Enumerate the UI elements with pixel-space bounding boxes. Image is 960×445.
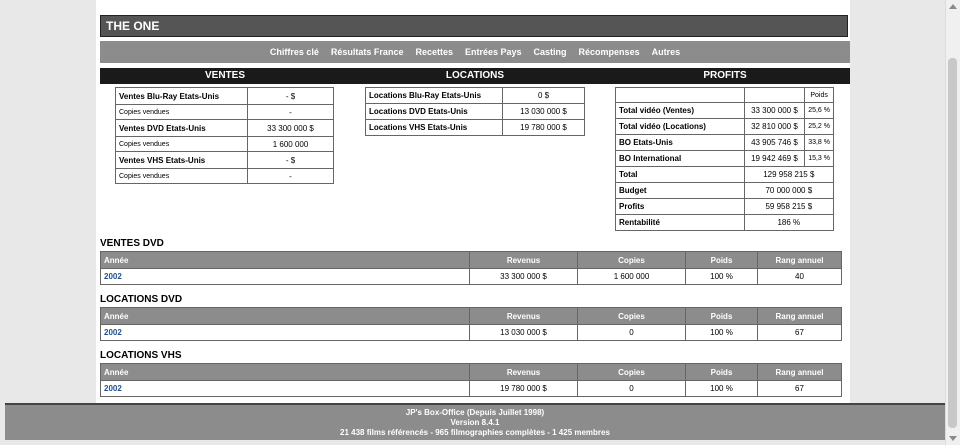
cell-copies: 1 600 000: [578, 269, 686, 285]
profits-row: [616, 199, 834, 215]
locations-vhs-title: LOCATIONS VHS: [100, 350, 182, 361]
profits-weight: 25,6 %: [805, 103, 834, 119]
profits-label: BO Etats-Unis: [616, 135, 745, 151]
ventes-dvd-title: VENTES DVD: [100, 238, 164, 249]
ventes-value: - $: [248, 88, 334, 105]
locations-value: 0 $: [503, 88, 585, 104]
col-header-rang-annuel: Rang annuel: [758, 308, 842, 325]
table-header-row: [101, 252, 842, 269]
profits-header-blank: [744, 88, 805, 103]
profits-label: BO International: [616, 151, 745, 167]
col-header-copies: Copies: [578, 252, 686, 269]
profits-table: [615, 87, 834, 231]
profits-label: Total: [616, 167, 745, 183]
profits-header-blank: [616, 88, 745, 103]
scroll-down-arrow-icon[interactable]: [949, 436, 957, 441]
cell-revenus: 33 300 000 $: [470, 269, 578, 285]
locations-table: [365, 87, 585, 136]
ventes-label: Copies vendues: [116, 105, 248, 120]
profits-row: [616, 183, 834, 199]
col-header-revenus: Revenus: [470, 252, 578, 269]
ventes-label: Copies vendues: [116, 169, 248, 184]
scrollbar-thumb[interactable]: [948, 58, 957, 428]
col-header-copies: Copies: [578, 364, 686, 381]
locations-value: 13 030 000 $: [503, 104, 585, 120]
profits-weight: 15,3 %: [805, 151, 834, 167]
ventes-value: 33 300 000 $: [248, 120, 334, 137]
nav-link-resultats-france[interactable]: Résultats France: [330, 47, 404, 57]
profits-row: [616, 119, 834, 135]
ventes-table: [115, 87, 334, 184]
col-header-poids: Poids: [686, 308, 758, 325]
ventes-value: -: [248, 105, 334, 120]
cell-rang-annuel: 67: [758, 325, 842, 341]
profits-value: 43 905 746 $: [744, 135, 805, 151]
page-title: THE ONE: [100, 15, 848, 37]
footer-site-name: JP's Box-Office (Depuis Juillet 1998): [405, 407, 545, 417]
profits-value: 59 958 215 $: [744, 199, 833, 215]
year-link[interactable]: 2002: [101, 269, 470, 285]
ventes-row: [116, 152, 334, 169]
locations-value: 19 780 000 $: [503, 120, 585, 136]
profits-label: Budget: [616, 183, 745, 199]
nav-link-autres[interactable]: Autres: [651, 47, 681, 57]
col-header-annee: Année: [101, 252, 470, 269]
cell-poids: 100 %: [686, 269, 758, 285]
table-row: [101, 269, 842, 285]
locations-label: Locations VHS Etats-Unis: [366, 120, 503, 136]
profits-weight: 33,8 %: [805, 135, 834, 151]
profits-label: Rentabilité: [616, 215, 745, 231]
ventes-heading: VENTES: [204, 70, 245, 81]
profits-weight: 25,2 %: [805, 119, 834, 135]
ventes-row: [116, 88, 334, 105]
cell-poids: 100 %: [686, 325, 758, 341]
ventes-label: Copies vendues: [116, 137, 248, 152]
col-header-annee: Année: [101, 308, 470, 325]
profits-value: 129 958 215 $: [744, 167, 833, 183]
profits-row: [616, 135, 834, 151]
cell-rang-annuel: 40: [758, 269, 842, 285]
col-header-annee: Année: [101, 364, 470, 381]
ventes-dvd-table: [100, 251, 842, 285]
locations-label: Locations DVD Etats-Unis: [366, 104, 503, 120]
ventes-value: - $: [248, 152, 334, 169]
locations-dvd-title: LOCATIONS DVD: [100, 294, 183, 305]
profits-label: Total vidéo (Ventes): [616, 103, 745, 119]
site-footer: [5, 403, 945, 440]
profits-value: 186 %: [744, 215, 833, 231]
col-header-poids: Poids: [686, 364, 758, 381]
locations-heading: LOCATIONS: [445, 70, 505, 81]
ventes-row: [116, 120, 334, 137]
cell-revenus: 13 030 000 $: [470, 325, 578, 341]
table-header-row: [101, 364, 842, 381]
col-header-rang-annuel: Rang annuel: [758, 364, 842, 381]
locations-label: Locations Blu-Ray Etats-Unis: [366, 88, 503, 104]
year-link[interactable]: 2002: [101, 381, 470, 397]
ventes-row: [116, 169, 334, 184]
profits-value: 33 300 000 $: [744, 103, 805, 119]
ventes-value: -: [248, 169, 334, 184]
cell-copies: 0: [578, 381, 686, 397]
nav-link-recettes[interactable]: Recettes: [415, 47, 453, 57]
locations-dvd-table: [100, 307, 842, 341]
vertical-scrollbar[interactable]: [945, 0, 960, 445]
footer-version: Version 8.4.1: [450, 417, 500, 427]
table-header-row: [101, 308, 842, 325]
ventes-value: 1 600 000: [248, 137, 334, 152]
col-header-copies: Copies: [578, 308, 686, 325]
section-header-bar: [100, 68, 850, 84]
ventes-label: Ventes VHS Etats-Unis: [116, 152, 248, 169]
nav-link-entrees-pays[interactable]: Entrées Pays: [464, 47, 522, 57]
locations-row: [366, 104, 585, 120]
profits-row: [616, 167, 834, 183]
ventes-label: Ventes Blu-Ray Etats-Unis: [116, 88, 248, 105]
nav-link-chiffres-cle[interactable]: Chiffres clé: [269, 47, 319, 57]
profits-heading: PROFITS: [703, 70, 747, 81]
scroll-up-arrow-icon[interactable]: [949, 4, 957, 9]
profits-header-row: [616, 88, 834, 103]
ventes-label: Ventes DVD Etats-Unis: [116, 120, 248, 137]
profits-label: Profits: [616, 199, 745, 215]
profits-row: [616, 151, 834, 167]
cell-revenus: 19 780 000 $: [470, 381, 578, 397]
col-header-poids: Poids: [686, 252, 758, 269]
cell-copies: 0: [578, 325, 686, 341]
table-row: [101, 325, 842, 341]
cell-poids: 100 %: [686, 381, 758, 397]
nav-link-recompenses[interactable]: Récompenses: [578, 47, 640, 57]
profits-row: [616, 215, 834, 231]
profits-value: 70 000 000 $: [744, 183, 833, 199]
cell-rang-annuel: 67: [758, 381, 842, 397]
ventes-row: [116, 137, 334, 152]
ventes-row: [116, 105, 334, 120]
locations-vhs-table: [100, 363, 842, 397]
locations-row: [366, 120, 585, 136]
profits-value: 32 810 000 $: [744, 119, 805, 135]
profits-label: Total vidéo (Locations): [616, 119, 745, 135]
nav-link-casting[interactable]: Casting: [533, 47, 567, 57]
locations-row: [366, 88, 585, 104]
profits-row: [616, 103, 834, 119]
year-link[interactable]: 2002: [101, 325, 470, 341]
nav-menu: [100, 41, 850, 63]
profits-value: 19 942 469 $: [744, 151, 805, 167]
footer-stats: 21 438 films référencés - 965 filmographies complètes - 1 425 membres: [340, 427, 610, 437]
table-row: [101, 381, 842, 397]
col-header-revenus: Revenus: [470, 364, 578, 381]
profits-weight-header: Poids: [805, 88, 834, 103]
col-header-rang-annuel: Rang annuel: [758, 252, 842, 269]
col-header-revenus: Revenus: [470, 308, 578, 325]
